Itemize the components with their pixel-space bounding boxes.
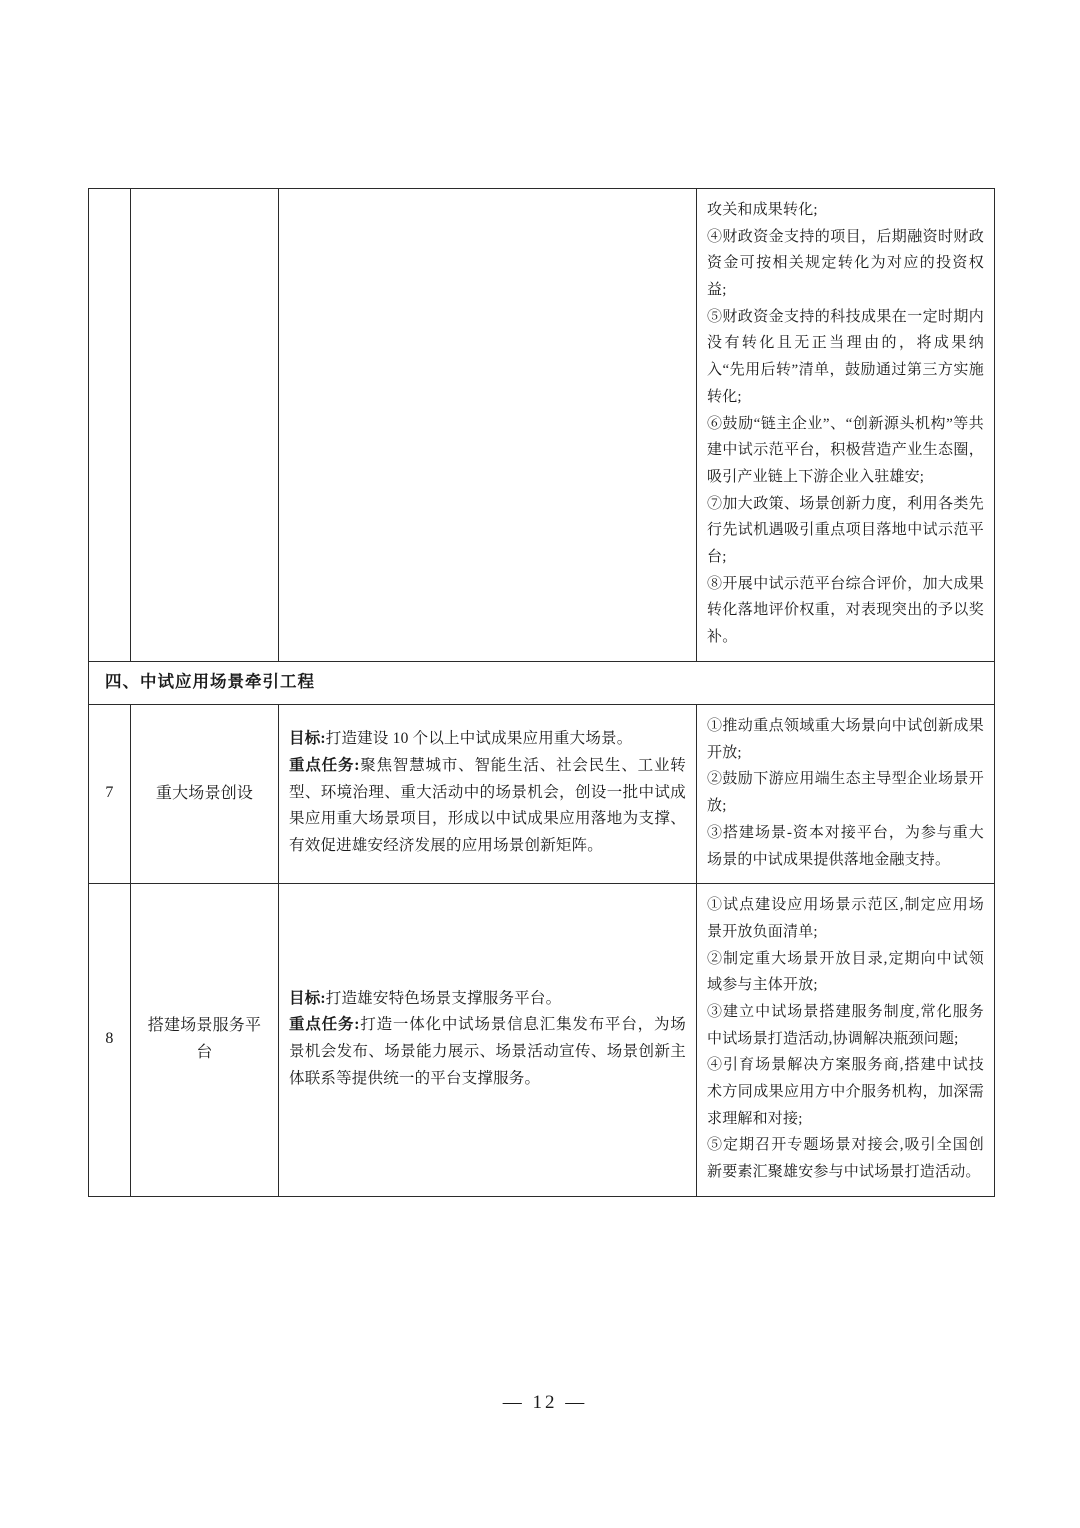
measure-item: ⑤财政资金支持的科技成果在一定时期内没有转化且无正当理由的，将成果纳入“先用后转”清单，鼓励通过第三方实施转化; [707,308,984,405]
description-goal-label: 目标: [289,989,326,1007]
page-footer [0,1392,1080,1414]
row-name-cell: 搭建场景服务平台 [131,884,279,1197]
measure-item: ⑤定期召开专题场景对接会,吸引全国创新要素汇聚雄安参与中试场景打造活动。 [707,1137,984,1181]
row-name-cell: 重大场景创设 [131,705,279,884]
row-number-cell: 7 [89,705,131,884]
description-task-label: 重点任务: [289,1016,360,1034]
measure-item: ④引育场景解决方案服务商,搭建中试技术方同成果应用方中介服务机构，加深需求理解和对接; [707,1057,984,1127]
measure-item: ⑦加大政策、场景创新力度，利用各类先行先试机遇吸引重点项目落地中试示范平台; [707,495,984,565]
description-goal-label: 目标: [289,730,326,748]
measure-item: ①推动重点领域重大场景向中试创新成果开放; [707,718,984,761]
description-goal [289,986,686,1013]
row-number-cell [89,189,131,662]
description-goal [289,726,686,753]
row-measures-cell [697,884,995,1197]
measure-item: ②制定重大场景开放目录,定期向中试领域参与主体开放; [707,950,984,994]
description-task [289,1012,686,1092]
description-task-label: 重点任务: [289,757,360,775]
row-description-cell [279,189,697,662]
row-number-cell: 8 [89,884,131,1197]
measure-item: ③建立中试场景搭建服务制度,常化服务中试场景打造活动,协调解决瓶颈问题; [707,1003,984,1047]
table-row [89,189,995,662]
measure-item: ③搭建场景-资本对接平台，为参与重大场景的中试成果提供落地金融支持。 [707,824,984,868]
policy-measures-table [88,188,995,1197]
description-task-text: 打造一体化中试场景信息汇集发布平台，为场景机会发布、场景能力展示、场景活动宣传、场景创新主体联系等提供统一的平台支撑服务。 [289,1016,686,1087]
description-goal-text: 打造雄安特色场景支撑服务平台。 [325,989,562,1007]
row-measures-cell [697,189,995,662]
description-task-text: 聚焦智慧城市、智能生活、社会民生、工业转型、环境治理、重大活动中的场景机会，创设一批中试成果应用重大场景项目，形成以中试成果应用落地为支撑、有效促进雄安经济发展的应用场景创新矩阵。 [289,757,686,855]
page-number: — 12 — [502,1392,588,1413]
row-measures-cell [697,705,995,884]
description-task [289,753,686,860]
measure-item: ⑥鼓励“链主企业”、“创新源头机构”等共建中试示范平台，积极营造产业生态圈，吸引产业链上下游企业入驻雄安; [707,415,984,485]
section-title: 四、中试应用场景牵引工程 [89,661,995,704]
measure-item: ④财政资金支持的项目，后期融资时财政资金可按相关规定转化为对应的投资权益; [707,228,984,299]
table-row [89,705,995,884]
measure-item: ⑧开展中试示范平台综合评价，加大成果转化落地评价权重，对表现突出的予以奖补。 [707,575,984,645]
table-row [89,884,995,1197]
measure-item: ②鼓励下游应用端生态主导型企业场景开放; [707,771,984,815]
table-section-row [89,661,995,704]
description-goal-text: 打造建设 10 个以上中试成果应用重大场景。 [325,730,633,748]
measure-item: 攻关和成果转化; [707,202,818,218]
row-description-cell [279,884,697,1197]
measure-item: ①试点建设应用场景示范区,制定应用场景开放负面清单; [707,897,984,940]
row-description-cell [279,705,697,884]
row-name-cell [131,189,279,662]
